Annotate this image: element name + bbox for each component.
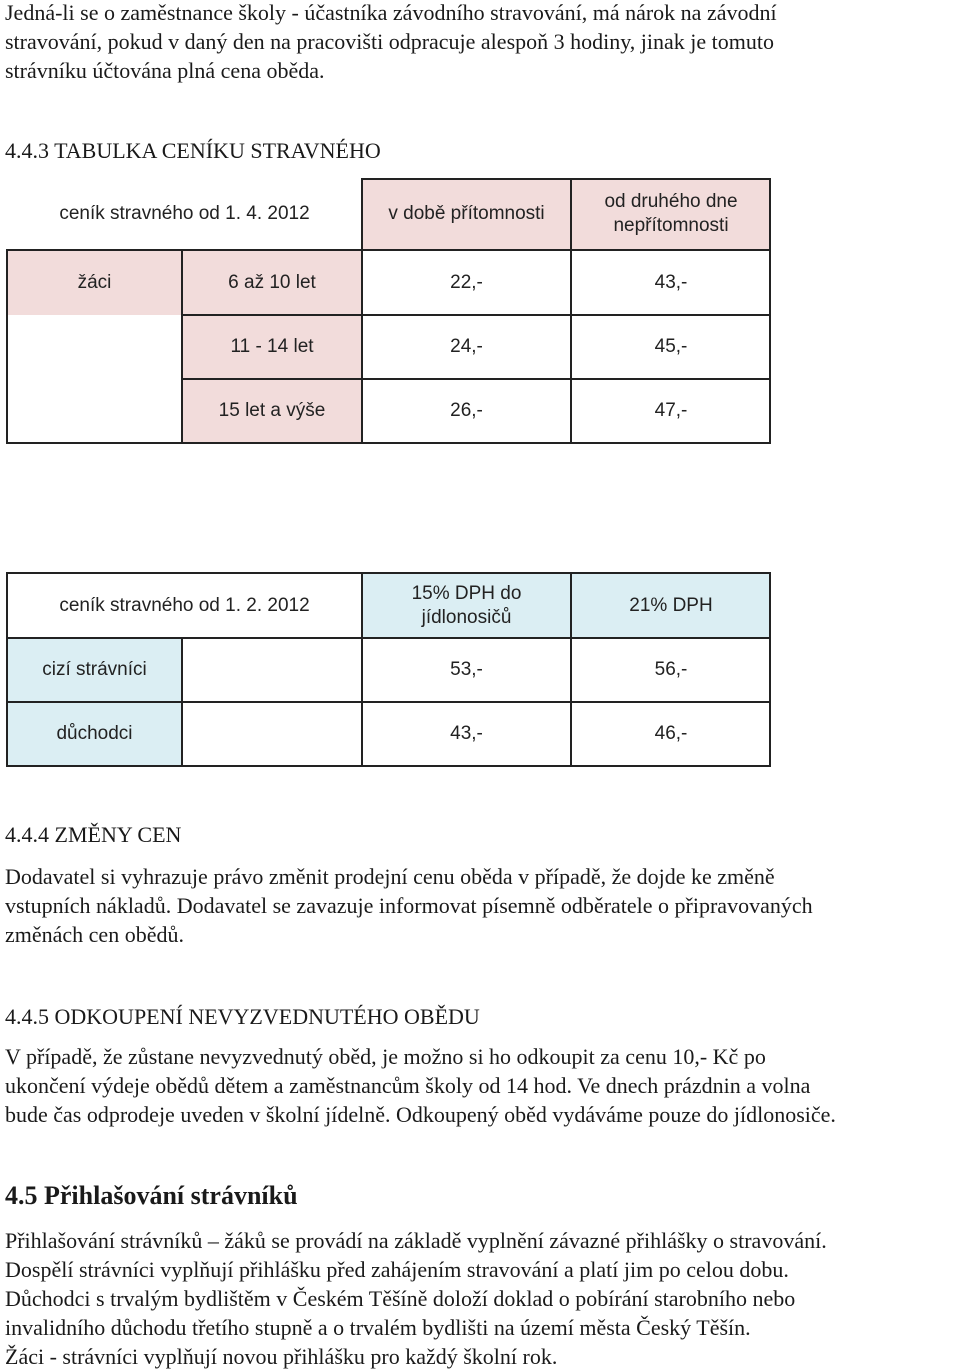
table-cell-price-vat21: 46,- xyxy=(654,723,688,744)
table-cell-price-absent: 45,- xyxy=(654,336,688,357)
column-header-vat21: 21% DPH xyxy=(571,573,771,638)
column-header-present: v době přítomnosti xyxy=(362,178,571,250)
table-border xyxy=(769,572,771,767)
table-cell-price-vat15: 53,- xyxy=(450,659,483,680)
table-border xyxy=(361,572,363,767)
group-label-students: žáci xyxy=(7,250,182,315)
table-border xyxy=(570,572,572,767)
table-cell-price-present: 24,- xyxy=(450,336,483,357)
table-border xyxy=(6,572,8,767)
table-cell-price-present: 22,- xyxy=(450,271,483,293)
section-4-4-4-body: Dodavatel si vyhrazuje právo změnit prodejní cenu oběda v případě, že dojde ke změně vstupních nákladů. Dodavatel se zavazuje informovat písemně odběratele o připravovaných změnách cen obědů. xyxy=(5,864,813,947)
section-heading-4-4-5: 4.4.5 ODKOUPENÍ NEVYZVEDNUTÉHO OBĚDU xyxy=(5,1004,480,1029)
intro-paragraph: Jedná-li se o zaměstnance školy - účastníka závodního stravování, má nárok na závodní stravování, pokud v daný den na pracovišti odpracuje alespoň 3 hodiny, jinak je tomuto strávníku účtována plná cena oběda. xyxy=(5,0,777,83)
table-cell-price-absent: 43,- xyxy=(654,271,688,293)
table-border xyxy=(7,701,771,703)
table-row-label: důchodci xyxy=(7,702,182,766)
section-4-5-body: Přihlašování strávníků – žáků se provádí na základě vyplnění závazné přihlášky o stravování. Dospělí strávníci vyplňují přihlášku před zahájením stravování a platí jim po celou dobu. Důchodci s trvalým bydlištěm v Českém Těšíně doloží doklad o pobírání starobního nebo invalidního důchodu třetího stupně a o trvalém bydlišti na území města Český Těšín. Žáci - strávníci vyplňují novou přihlášku pro každý školní rok. xyxy=(5,1228,827,1369)
table-cell-age: 11 - 14 let xyxy=(182,315,362,379)
table-title-students: ceník stravného od 1. 4. 2012 xyxy=(59,203,310,224)
column-header-absent: od druhého dne nepřítomnosti xyxy=(571,178,771,250)
table-border xyxy=(181,637,183,767)
table-cell-age: 15 let a výše xyxy=(182,379,362,443)
table-cell-age: 6 až 10 let xyxy=(182,250,362,315)
section-heading-4-4-3: 4.4.3 TABULKA CENÍKU STRAVNÉHO xyxy=(5,138,381,163)
table-border xyxy=(7,637,771,639)
table-border xyxy=(7,765,771,767)
table-cell-empty xyxy=(182,702,362,766)
table-title-external: ceník stravného od 1. 2. 2012 xyxy=(59,594,310,616)
table-row-label: cizí strávníci xyxy=(7,638,182,702)
column-header-vat15: 15% DPH do jídlonosičů xyxy=(362,573,571,638)
table-cell-price-present: 26,- xyxy=(450,400,483,421)
table-border xyxy=(7,572,771,574)
table-cell-price-vat15: 43,- xyxy=(450,723,483,744)
section-heading-4-4-4: 4.4.4 ZMĚNY CEN xyxy=(5,822,182,847)
section-heading-4-5: 4.5 Přihlašování strávníků xyxy=(5,1181,298,1210)
table-cell-empty xyxy=(182,638,362,702)
table-cell-price-absent: 47,- xyxy=(654,400,688,421)
section-4-4-5-body: V případě, že zůstane nevyzvednutý oběd, je možno si ho odkoupit za cenu 10,- Kč po ukončení výdeje obědů dětem a zaměstnancům školy od 14 hod. Ve dnech prázdnin a volna bude čas odprodeje uveden v školní jídelně. Odkoupený oběd vydáváme pouze do jídlonosiče. xyxy=(5,1044,836,1127)
table-cell-price-vat21: 56,- xyxy=(654,659,688,680)
